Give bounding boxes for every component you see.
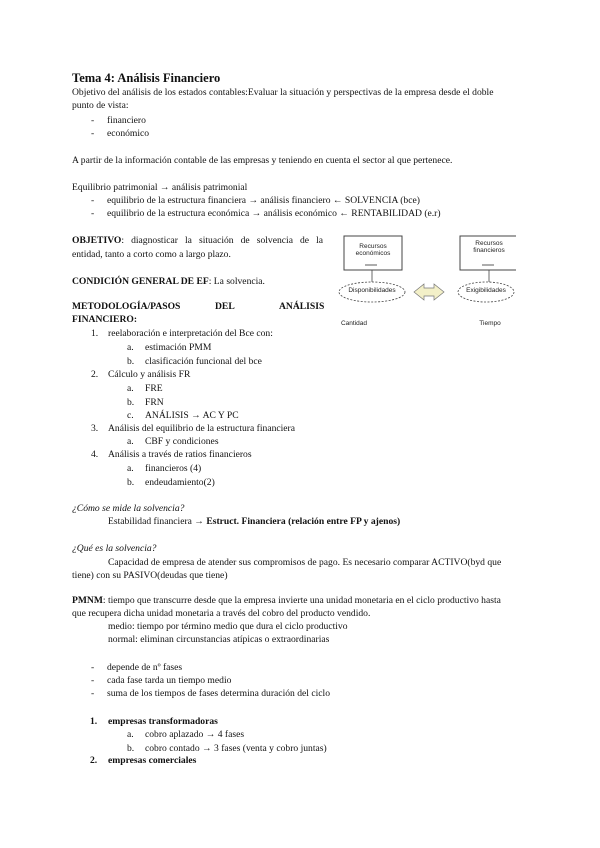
caption-left: Cantidad (340, 320, 368, 327)
condicion-label: CONDICIÓN GENERAL DE EF (72, 276, 209, 287)
step-number: 2. (91, 369, 99, 380)
step-text: Análisis del equilibrio de la estructura financiera (108, 423, 296, 434)
company-type-text: empresas comerciales (108, 755, 197, 766)
ellipse-right-label: Exigibilidades (466, 287, 506, 294)
metodologia-word-2: DEL (215, 301, 235, 312)
substep-text: estimación PMM (145, 342, 212, 353)
step-number: 1. (91, 328, 99, 339)
substep-text: ANÁLISIS → AC Y PC (145, 410, 239, 421)
definition-line-2: tiene) con su PASIVO(deudas que tiene) (72, 570, 228, 581)
phase-item: suma de los tiempos de fases determina duración del ciclo (107, 688, 330, 699)
viewpoint-item: económico (107, 128, 150, 139)
substep-text: clasificación funcional del bce (145, 356, 262, 367)
caption-right: Tiempo (479, 320, 501, 327)
company-type-number: 2. (90, 755, 98, 766)
metodologia-word-3: ANÁLISIS (279, 301, 325, 312)
substep-letter: c. (127, 410, 134, 421)
phase-item: depende de nº fases (107, 662, 183, 673)
objetivo-paragraph (72, 235, 323, 248)
definition-line-1: Capacidad de empresa de atender sus compromisos de pago. Es necesario comparar ACTIVO(byd que (108, 557, 502, 568)
box-right-label: Recursos financieros (473, 240, 505, 255)
substep-text: FRN (145, 397, 164, 408)
answer-measure (108, 516, 400, 529)
company-sub-text: cobro contado → 3 fases (venta y cobro juntas) (145, 743, 327, 754)
question-measure: ¿Cómo se mide la solvencia? (72, 503, 185, 514)
page-title: Tema 4: Análisis Financiero (72, 71, 221, 85)
phase-bullet: - (91, 675, 95, 686)
equilibrium-item: equilibrio de la estructura económica → análisis económico ← RENTABILIDAD (e.r) (107, 208, 441, 219)
solvency-diagram (336, 232, 516, 332)
objetivo-label: OBJETIVO (72, 235, 122, 246)
viewpoint-item: financiero (107, 115, 146, 126)
question-definition: ¿Qué es la solvencia? (72, 543, 157, 554)
objective-line-1: Objetivo del análisis de los estados contables:Evaluar la situación y perspectivas de la empresa desde el doble (72, 87, 494, 98)
substep-text: FRE (145, 383, 163, 394)
ellipse-left-label: Disponibilidades (348, 287, 396, 294)
substep-letter: a. (127, 342, 134, 353)
pmnm-text: : tiempo que transcurre desde que la empresa invierte una unidad monetaria en el ciclo productivo hasta (102, 595, 501, 606)
phase-bullet: - (91, 662, 95, 673)
pmnm-sub-medio: medio: tiempo por término medio que dura el ciclo productivo (108, 621, 348, 632)
viewpoint-bullet: - (91, 128, 95, 139)
step-text: Análisis a través de ratios financieros (108, 449, 252, 460)
double-arrow-icon (414, 284, 444, 300)
substep-letter: a. (127, 436, 134, 447)
step-text: Cálculo y análisis FR (108, 369, 191, 380)
substep-letter: b. (127, 356, 135, 367)
substep-text: endeudamiento(2) (145, 477, 215, 488)
substep-letter: b. (127, 477, 135, 488)
answer-bold: Estruct. Financiera (relación entre FP y ajenos) (206, 516, 401, 527)
equilibrium-bullet: - (91, 195, 95, 206)
equilibrium-heading: Equilibrio patrimonial → análisis patrimonial (72, 182, 248, 193)
metodologia-word-1: METODOLOGÍA/PASOS (72, 301, 181, 312)
substep-letter: a. (127, 383, 134, 394)
substep-letter: b. (127, 397, 135, 408)
phase-item: cada fase tarda un tiempo medio (107, 675, 232, 686)
pmnm-line-2: que recupera dicha unidad monetaria a través del cobro del producto vendido. (72, 608, 371, 619)
answer-plain: Estabilidad financiera → (108, 516, 207, 527)
condicion-text: : La solvencia. (208, 276, 265, 287)
pmnm-sub-normal: normal: eliminan circunstancias atípicas o extraordinarias (108, 634, 330, 645)
step-text: reelaboración e interpretación del Bce con: (108, 328, 273, 339)
objetivo-line-2: entidad, tanto a corto como a largo plazo. (72, 249, 231, 260)
phase-bullet: - (91, 688, 95, 699)
equilibrium-bullet: - (91, 208, 95, 219)
company-type-number: 1. (90, 716, 98, 727)
condicion-line (72, 276, 265, 289)
substep-text: financieros (4) (145, 463, 202, 474)
metodologia-line-2: FINANCIERO: (72, 314, 138, 325)
step-number: 3. (91, 423, 99, 434)
company-type-text: empresas transformadoras (108, 716, 218, 727)
company-sub-text: cobro aplazado → 4 fases (145, 729, 245, 740)
company-sub-letter: b. (127, 743, 135, 754)
context-line: A partir de la información contable de las empresas y teniendo en cuenta el sector al que pertenece. (72, 155, 453, 166)
substep-text: CBF y condiciones (145, 436, 219, 447)
viewpoint-bullet: - (91, 115, 95, 126)
pmnm-line-1 (72, 595, 501, 608)
objective-line-2: punto de vista: (72, 100, 129, 111)
objetivo-text: : diagnosticar la situación de solvencia de la (121, 235, 323, 246)
step-number: 4. (91, 449, 99, 460)
substep-letter: a. (127, 463, 134, 474)
box-left-label: Recursos económicos (355, 243, 391, 258)
equilibrium-item: equilibrio de la estructura financiera → análisis financiero ← SOLVENCIA (bce) (107, 195, 420, 206)
company-sub-letter: a. (127, 729, 134, 740)
pmnm-label: PMNM (72, 595, 103, 606)
